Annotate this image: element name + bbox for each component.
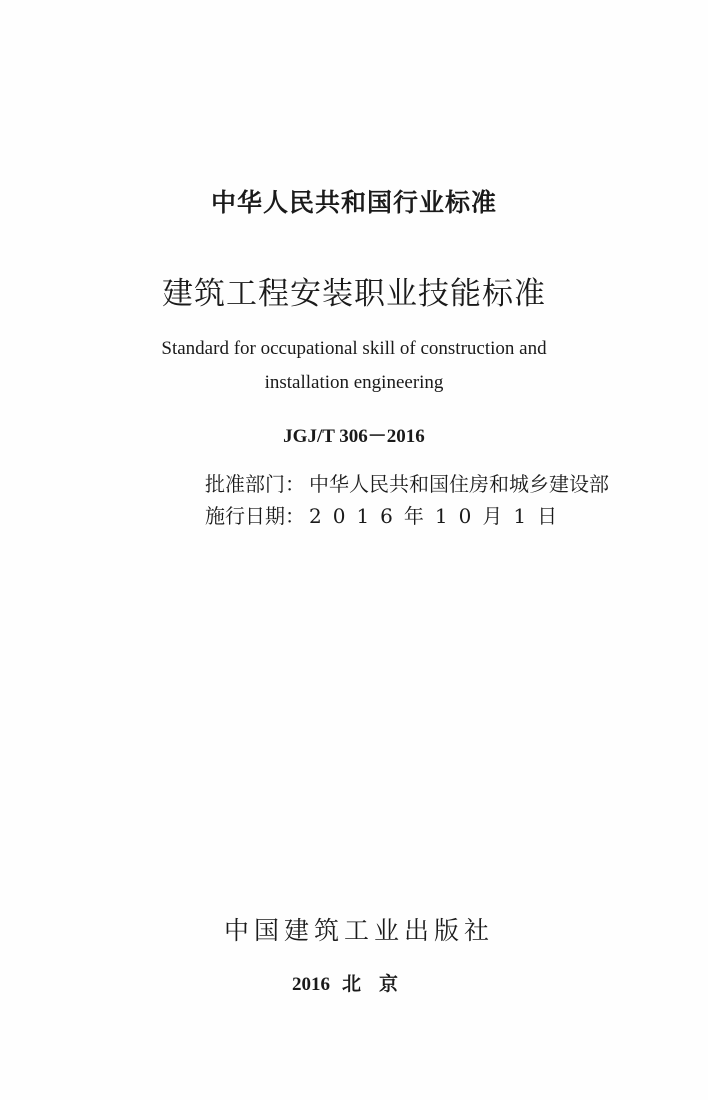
publisher-name: 中国建筑工业出版社 [223,916,494,945]
standard-code: JGJ/T 306－2016 [283,426,425,447]
imprint-city: 北京 [341,973,416,995]
approval-info [205,468,609,532]
title-english-line-1: Standard for occupational skill of construction and [161,338,547,359]
approval-row [205,468,609,500]
imprint-year: 2016 [291,974,330,995]
approval-value: 中华人民共和国住房和城乡建设部 [309,472,609,496]
effective-row [205,500,609,532]
effective-value: 2016年10月1日 [309,504,569,528]
imprint [0,969,708,996]
effective-label: 施行日期： [205,504,305,528]
title-chinese: 建筑工程安装职业技能标准 [162,276,546,312]
title-english [0,332,708,400]
standard-category: 中华人民共和国行业标准 [210,188,497,217]
title-english-line-2: installation engineering [264,372,444,393]
approval-label: 批准部门： [205,472,305,496]
